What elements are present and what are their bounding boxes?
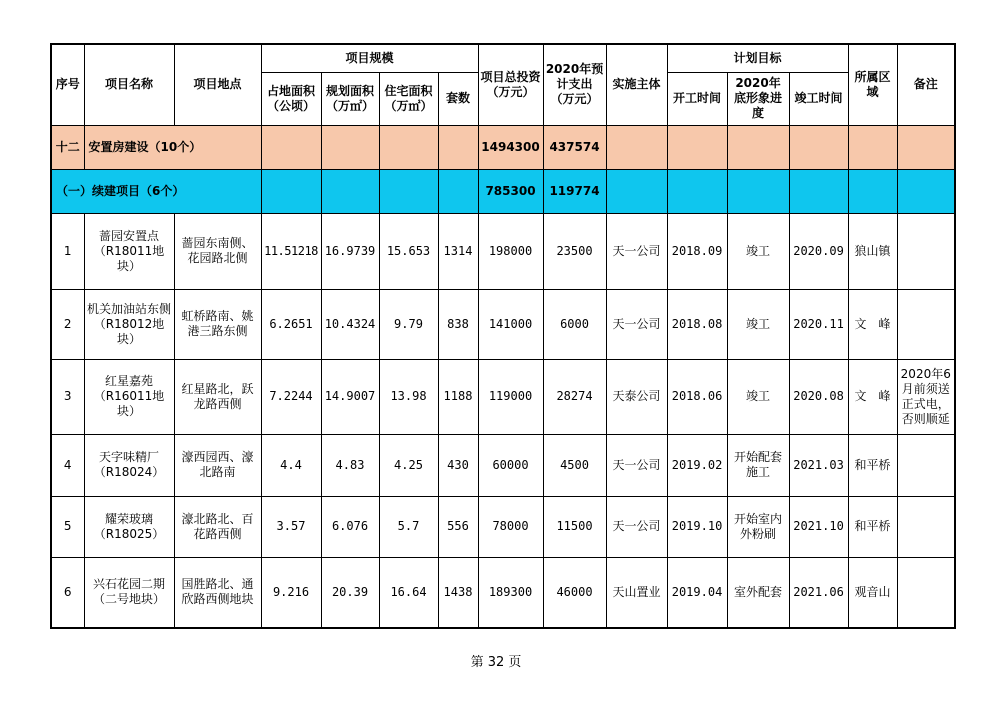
- header-seq: 序号: [51, 44, 84, 125]
- table-row: 6 兴石花园二期（二号地块） 国胜路北、通欣路西侧地块 9.216 20.39 16.64 1438 189300 46000 天山置业 2019.04 室外配套 2021.06 观音山: [51, 557, 955, 628]
- header-expense-2020: 2020年预计支出（万元）: [543, 44, 606, 125]
- table-row: 5 耀荣玻璃（R18025） 濠北路北、百花路西侧 3.57 6.076 5.7 556 78000 11500 天一公司 2019.10 开始室内外粉刷 2021.10 和平桥: [51, 496, 955, 557]
- section-12-num: 十二: [51, 125, 84, 169]
- section-1-total-invest: 785300: [478, 169, 543, 213]
- header-scale: 项目规模: [261, 44, 478, 72]
- header-plan-area: 规划面积（万㎡）: [321, 72, 379, 125]
- section-1-expense: 119774: [543, 169, 606, 213]
- header-plan-target: 计划目标: [667, 44, 848, 72]
- header-implementer: 实施主体: [606, 44, 667, 125]
- section-1-row: [51, 169, 955, 213]
- header-land-area: 占地面积（公顷）: [261, 72, 321, 125]
- project-table: [50, 43, 956, 629]
- header-remark: 备注: [897, 44, 955, 125]
- remark-note: 2020年6月前须送正式电，否则顺延: [897, 359, 955, 434]
- section-12-total-invest: 1494300: [478, 125, 543, 169]
- section-1-title: （一）续建项目（6个）: [51, 169, 261, 213]
- header-location: 项目地点: [174, 44, 261, 125]
- section-12-title: 安置房建设（10个）: [84, 125, 261, 169]
- header-res-area: 住宅面积（万㎡）: [379, 72, 438, 125]
- header-progress-2020: 2020年底形象进度: [727, 72, 789, 125]
- page-number: 第 32 页: [470, 655, 522, 670]
- table-row: 3 红星嘉苑（R16011地块） 红星路北，跃龙路西侧 7.2244 14.9007 13.98 1188 119000 28274 天泰公司 2018.06 竣工 2020.08 文 峰 2020年6月前须送正式电，否则顺延: [51, 359, 955, 434]
- section-12-expense: 437574: [543, 125, 606, 169]
- table-row: 2 机关加油站东侧（R18012地块） 虹桥路南、姚港三路东侧 6.2651 10.4324 9.79 838 141000 6000 天一公司 2018.08 竣工 2020.11 文 峰: [51, 289, 955, 359]
- header-total-invest: 项目总投资（万元）: [478, 44, 543, 125]
- table-row: 1 蔷园安置点（R18011地块） 蔷园东南侧、花园路北侧 11.51218 16.9739 15.653 1314 198000 23500 天一公司 2018.09 竣工 2020.09 狼山镇: [51, 213, 955, 289]
- header-units: 套数: [438, 72, 478, 125]
- header-area: 所属区域: [848, 44, 897, 125]
- header-start-time: 开工时间: [667, 72, 727, 125]
- header-end-time: 竣工时间: [789, 72, 848, 125]
- table-row: 4 天字味精厂（R18024） 濠西园西、濠北路南 4.4 4.83 4.25 430 60000 4500 天一公司 2019.02 开始配套施工 2021.03 和平桥: [51, 434, 955, 496]
- section-12-row: [51, 125, 955, 169]
- header-name: 项目名称: [84, 44, 174, 125]
